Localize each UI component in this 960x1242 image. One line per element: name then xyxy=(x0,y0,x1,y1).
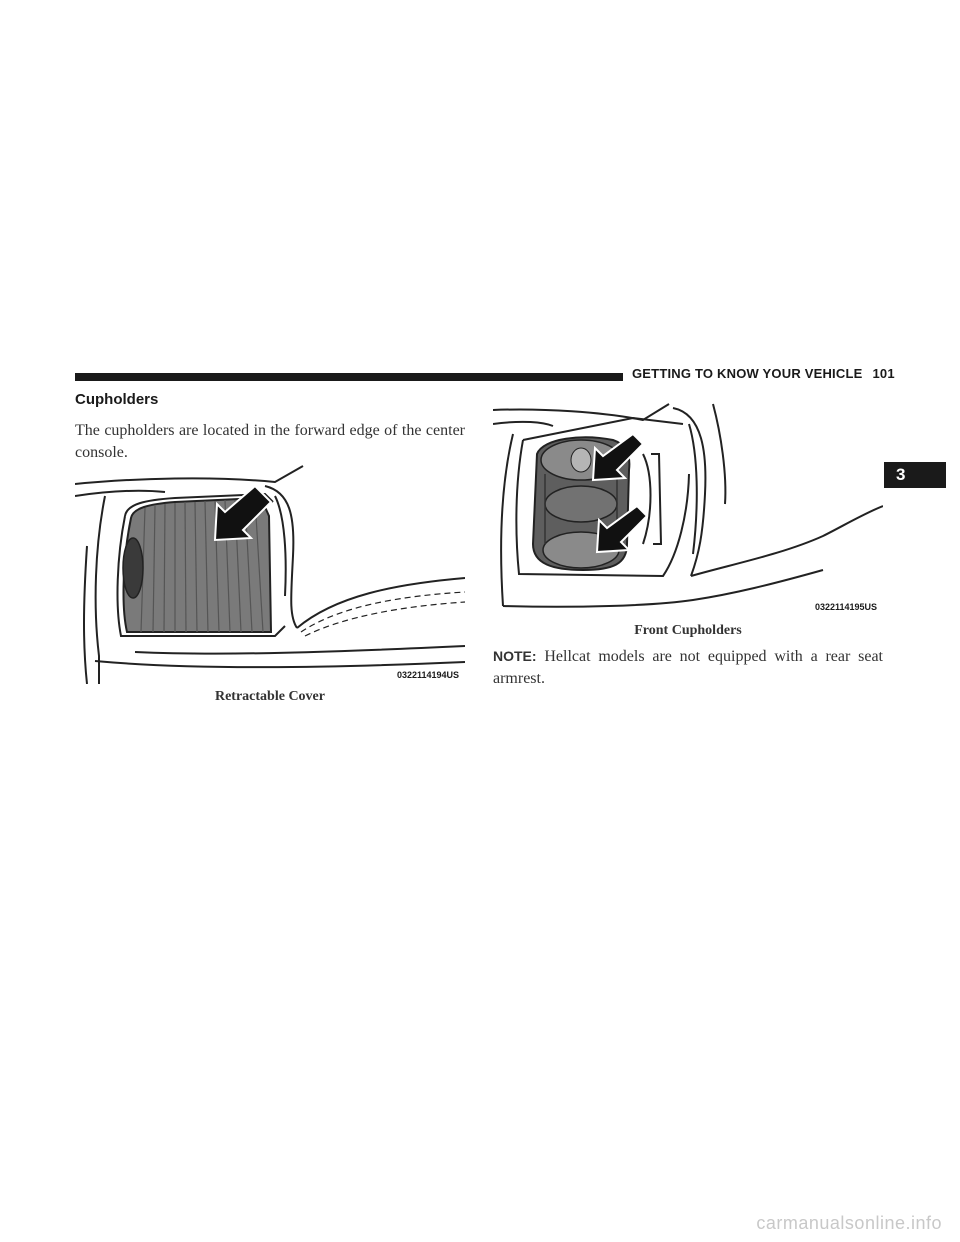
figure-code: 0322114195US xyxy=(814,602,877,612)
figure-caption: Retractable Cover xyxy=(214,689,325,704)
retractable-cover-drawing xyxy=(75,456,465,684)
note-text: Hellcat models are not equipped with a rear seat armrest. xyxy=(493,648,883,687)
section-title: Cupholders xyxy=(75,391,159,408)
running-header xyxy=(632,366,895,381)
chapter-title: GETTING TO KNOW YOUR VEHICLE xyxy=(632,366,863,381)
note-paragraph xyxy=(493,645,883,690)
front-cupholders-illustration xyxy=(493,394,883,616)
page-number: 101 xyxy=(872,366,895,381)
header-rule xyxy=(75,373,623,381)
retractable-cover-illustration xyxy=(75,456,465,684)
front-cupholders-drawing xyxy=(493,394,883,616)
note-label: NOTE: xyxy=(493,648,537,664)
chapter-tab: 3 xyxy=(884,462,946,488)
body-paragraph: The cupholders are located in the forward edge of the center console. xyxy=(75,422,465,461)
figure-caption: Front Cupholders xyxy=(634,623,742,638)
watermark: carmanualsonline.info xyxy=(756,1213,942,1233)
figure-code: 0322114194US xyxy=(396,670,459,680)
